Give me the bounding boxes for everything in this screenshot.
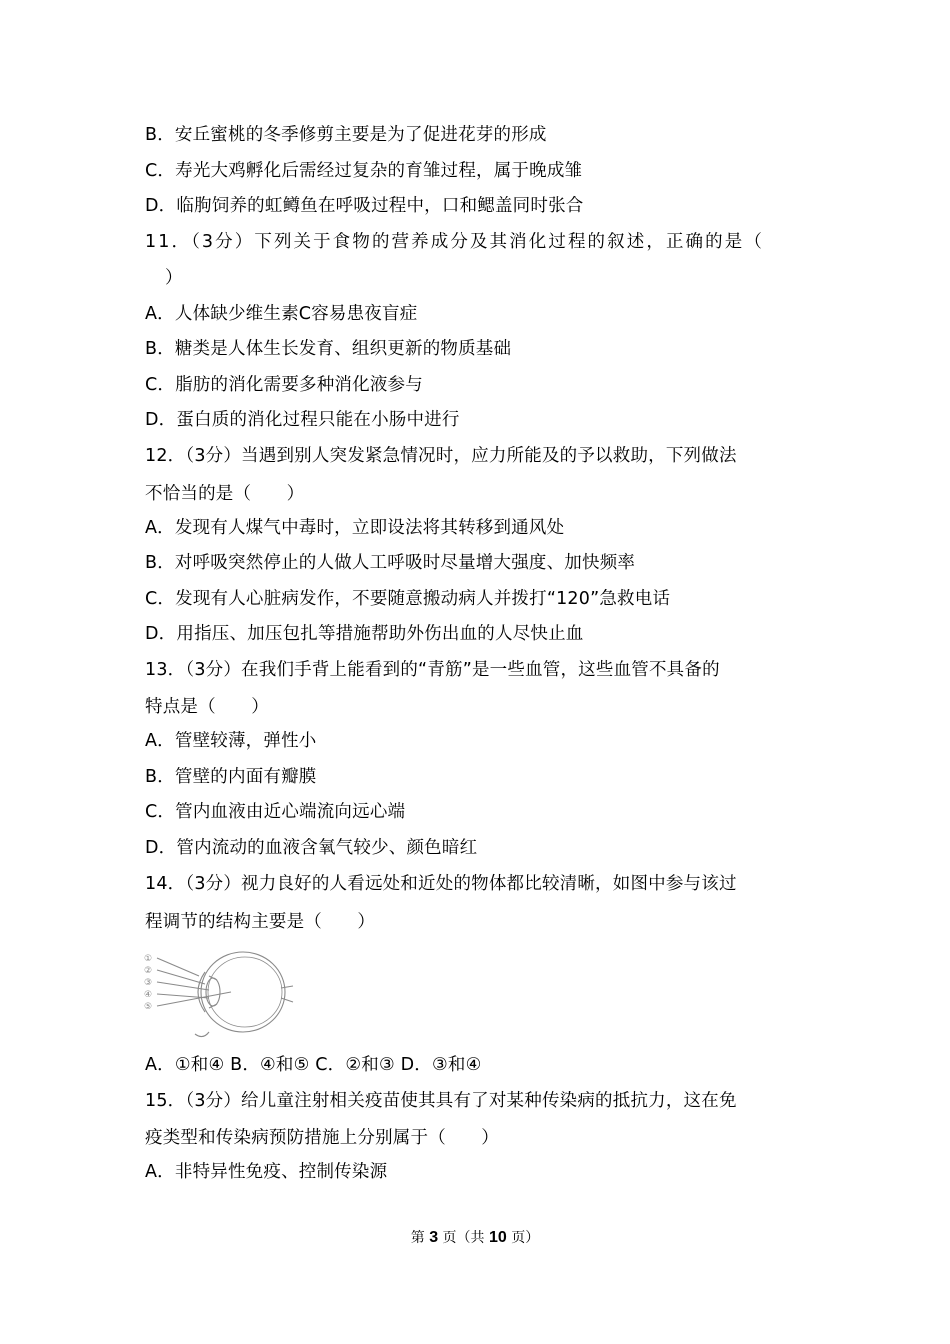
question-11-stem: 11．（3分）下列关于食物的营养成分及其消化过程的叙述，正确的是（: [145, 232, 764, 252]
footer-middle: 页（共: [442, 1230, 485, 1246]
eye-label-3: ③: [144, 978, 153, 988]
option-d-q10: D．临朐饲养的虹鳟鱼在呼吸过程中，口和鳃盖同时张合: [145, 196, 584, 216]
option-b-q10: B．安丘蜜桃的冬季修剪主要是为了促进花芽的形成: [145, 125, 547, 145]
option-d-q12: D．用指压、加压包扎等措施帮助外伤出血的人尽快止血: [145, 624, 584, 644]
footer-prefix: 第: [410, 1230, 425, 1246]
eye-label-5: ⑤: [144, 1002, 153, 1012]
eye-label-1: ①: [144, 954, 153, 964]
option-a-q11: A．人体缺少维生素C容易患夜盲症: [145, 304, 418, 324]
option-a-q15: A．非特异性免疫、控制传染源: [145, 1162, 388, 1182]
option-d-q11: D．蛋白质的消化过程只能在小肠中进行: [145, 410, 460, 430]
question-13-stem: 13．（3分）在我们手背上能看到的“青筋”是一些血管，这些血管不具备的: [145, 660, 720, 680]
question-13-stem-cont: 特点是（ ）: [145, 697, 269, 717]
eye-label-2: ②: [144, 966, 153, 976]
option-c-q13: C．管内血液由近心端流向远心端: [145, 802, 406, 822]
question-14-stem: 14．（3分）视力良好的人看远处和近处的物体都比较清晰，如图中参与该过: [145, 874, 737, 894]
options-q14: A．①和④ B．④和⑤ C．②和③ D．③和④: [145, 1055, 482, 1075]
question-11-stem-cont: ）: [165, 268, 183, 288]
footer-page-number: 3: [429, 1229, 439, 1246]
question-14-stem-cont: 程调节的结构主要是（ ）: [145, 912, 376, 932]
eye-label-4: ④: [144, 990, 153, 1000]
question-12-stem: 12．（3分）当遇到别人突发紧急情况时，应力所能及的予以救助，下列做法: [145, 446, 737, 466]
option-b-q12: B．对呼吸突然停止的人做人工呼吸时尽量增大强度、加快频率: [145, 553, 636, 573]
option-a-q12: A．发现有人煤气中毒时，立即设法将其转移到通风处: [145, 518, 565, 538]
page-footer: [0, 1228, 950, 1248]
eye-diagram: [143, 946, 295, 1046]
option-c-q12: C．发现有人心脏病发作，不要随意搬动病人并拨打“120”急救电话: [145, 589, 671, 609]
option-a-q13: A．管壁较薄，弹性小: [145, 731, 317, 751]
question-12-stem-cont: 不恰当的是（ ）: [145, 484, 305, 504]
question-15-stem-cont: 疫类型和传染病预防措施上分别属于（ ）: [145, 1128, 499, 1148]
question-15-stem: 15．（3分）给儿童注射相关疫苗使其具有了对某种传染病的抵抗力，这在免: [145, 1091, 737, 1111]
footer-suffix: 页）: [511, 1230, 540, 1246]
footer-total-pages: 10: [489, 1229, 507, 1246]
option-b-q11: B．糖类是人体生长发育、组织更新的物质基础: [145, 339, 512, 359]
option-d-q13: D．管内流动的血液含氧气较少、颜色暗红: [145, 838, 478, 858]
option-b-q13: B．管壁的内面有瓣膜: [145, 767, 317, 787]
option-c-q11: C．脂肪的消化需要多种消化液参与: [145, 375, 423, 395]
option-c-q10: C．寿光大鸡孵化后需经过复杂的育雏过程，属于晚成雏: [145, 161, 583, 181]
